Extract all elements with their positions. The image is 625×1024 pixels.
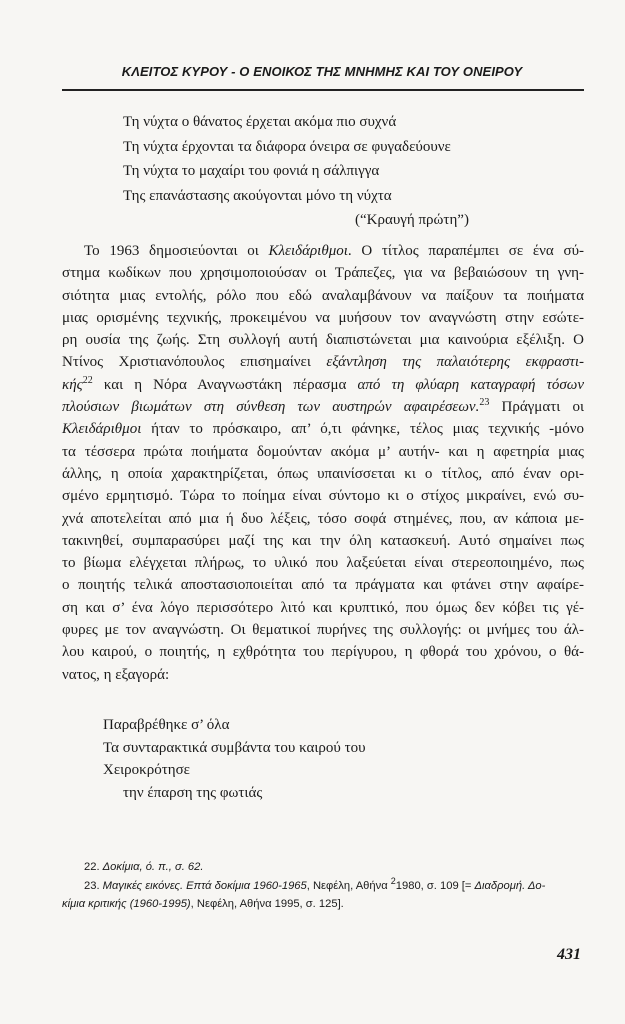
poem-line: Τη νύχτα ο θάνατος έρχεται ακόμα πιο συχνά bbox=[123, 114, 397, 130]
paragraph-line: πλούσιων βιωμάτων στη σύνθεση των αυστηρών αφαιρέσεων.$^{23}$ Πράγματι οι bbox=[62, 397, 584, 416]
paragraph-line: το βίωμα ελέγχεται πλήρως, το υλικό που λαξεύεται είναι στερεοποιημένο, πως bbox=[62, 555, 584, 572]
body-paragraph bbox=[62, 240, 584, 686]
paragraph-line: νατος, η εξαγορά: bbox=[62, 666, 170, 683]
poem-excerpt-2 bbox=[103, 714, 366, 804]
footnote-ref-23[interactable]: 23 bbox=[479, 397, 490, 409]
footnote-22: 22. Δοκίμια, ό. π., σ. 62. bbox=[84, 861, 204, 873]
footnotes bbox=[62, 858, 584, 914]
poem-line: Τη νύχτα το μαχαίρι του φονιά η σάλπιγγα bbox=[123, 163, 380, 179]
page-number: 431 bbox=[557, 946, 581, 963]
poem-line: Τα συνταρακτικά συμβάντα του καιρού του bbox=[103, 739, 366, 756]
paragraph-line: Το 1963 δημοσιεύονται οι Κλειδάριθμοι. Ο τίτλος παραπέμπει σε ένα σύ- bbox=[84, 243, 584, 259]
paragraph-line: άλλης, η οποία χαρακτηρίζεται, όπως υπαινίσσεται κι ο τίτλος, από έναν ορι- bbox=[62, 465, 584, 482]
paragraph-line: μιας ορισμένης τεχνικής, προκειμένου να μυήσουν τον αναγνώστη στην εσώτε- bbox=[62, 309, 584, 326]
poem-line: την έπαρση της φωτιάς bbox=[123, 784, 263, 801]
paragraph-line: Κλειδάριθμοι ήταν το πρόσκαιρο, απ’ ό,τι φάνηκε, τέλος μιας τεχνικής -μόνο bbox=[62, 421, 584, 438]
footnote-23: 23. Μαγικές εικόνες. Επτά δοκίμια 1960-1965, Νεφέλη, Αθήνα $^2$1980, σ. 109 [= Διαδρομή. Δο- bbox=[84, 875, 546, 892]
paragraph-line: χνά αποτελείται από μια ή δυο λέξεις, τόσο σοφά στημένες, που, αν κάποια με- bbox=[62, 510, 584, 527]
header-rule bbox=[62, 89, 584, 91]
paragraph-line: φυρες με τον αναγνώστη. Οι θεματικοί πυρήνες της συλλογής: οι μνήμες του άλ- bbox=[62, 622, 584, 639]
paragraph-line: στημα κωδίκων που χρησιμοποιούσαν οι Τράπεζες, για να βεβαιώσουν τη γνη- bbox=[62, 265, 584, 282]
paragraph-line: Ντίνος Χριστιανόπουλος επισημαίνει εξάντληση της παλαιότερης εκφραστι- bbox=[62, 354, 584, 371]
poem-line: Παραβρέθηκε σ’ όλα bbox=[103, 717, 230, 733]
paragraph-line: λου καιρού, ο ποιητής, η εχθρότητα του περίγυρου, η φθορά του χρόνου, ο θά- bbox=[62, 644, 584, 661]
paragraph-line: τακινηθεί, συμπαρασύρει μαζί της και την όλη κατασκευή. Αυτό σημαίνει πως bbox=[62, 532, 584, 549]
paragraph-line: σιότητα μιας εντολής, ρόλο που εδώ αναλαμβάνουν να παίξουν τα ποιήματα bbox=[62, 287, 584, 304]
poem-line: Τη νύχτα έρχονται τα διάφορα όνειρα σε φυγαδεύουνε bbox=[123, 138, 451, 155]
running-head: ΚΛΕΙΤΟΣ ΚΥΡΟΥ - Ο ΕΝΟΙΚΟΣ ΤΗΣ ΜΝΗΜΗΣ ΚΑΙ ΤΟΥ ΟΝΕΙΡΟΥ bbox=[121, 64, 523, 79]
paragraph-line: σμένο ερμητισμό. Τώρα το ποίημα είναι σύντομο κι ο στίχος μικραίνει, ενώ συ- bbox=[62, 488, 584, 505]
paragraph-line: κής$^{22}$ και η Νόρα Αναγνωστάκη πέρασμα από τη φλύαρη καταγραφή τόσων bbox=[62, 374, 584, 393]
paragraph-line: ση και σ’ ένα λόγο περισσότερο λιτό και κρυπτικό, που όμως δεν κόβει τις γέ- bbox=[62, 599, 584, 616]
poem-attribution: (“Κραυγή πρώτη”) bbox=[355, 212, 469, 228]
poem-excerpt-1 bbox=[123, 110, 469, 233]
footnote-23-continued: κίμια κριτικής (1960-1995), Νεφέλη, Αθήνα 1995, σ. 125]. bbox=[62, 898, 344, 910]
quoted-phrase: από τη φλύαρη καταγραφή τόσων bbox=[357, 376, 584, 393]
paragraph-line: ο ποιητής τελικά αποστασιοποιείται από τα πράγματα και φτάνει στην αφαίρε- bbox=[62, 577, 584, 594]
poem-line: Χειροκρότησε bbox=[103, 762, 190, 778]
book-title: Κλειδάριθμοι bbox=[62, 421, 142, 438]
paragraph-line: τα τέσσερα πρώτα ποιήματα δομούνταν ακόμα μ’ αυτήν- και η αφετηρία μιας bbox=[62, 443, 584, 460]
book-title: Κλειδάριθμοι bbox=[268, 243, 348, 259]
poem-line: Της επανάστασης ακούγονται μόνο τη νύχτα bbox=[123, 187, 392, 204]
quoted-phrase: εξάντληση της παλαιότερης εκφραστι- bbox=[326, 354, 584, 371]
footnote-ref-22[interactable]: 22 bbox=[82, 374, 93, 386]
paragraph-line: ρη ουσία της ζωής. Στη συλλογή αυτή διαπιστώνεται μια καινούρια εξέλιξη. Ο bbox=[62, 332, 584, 349]
